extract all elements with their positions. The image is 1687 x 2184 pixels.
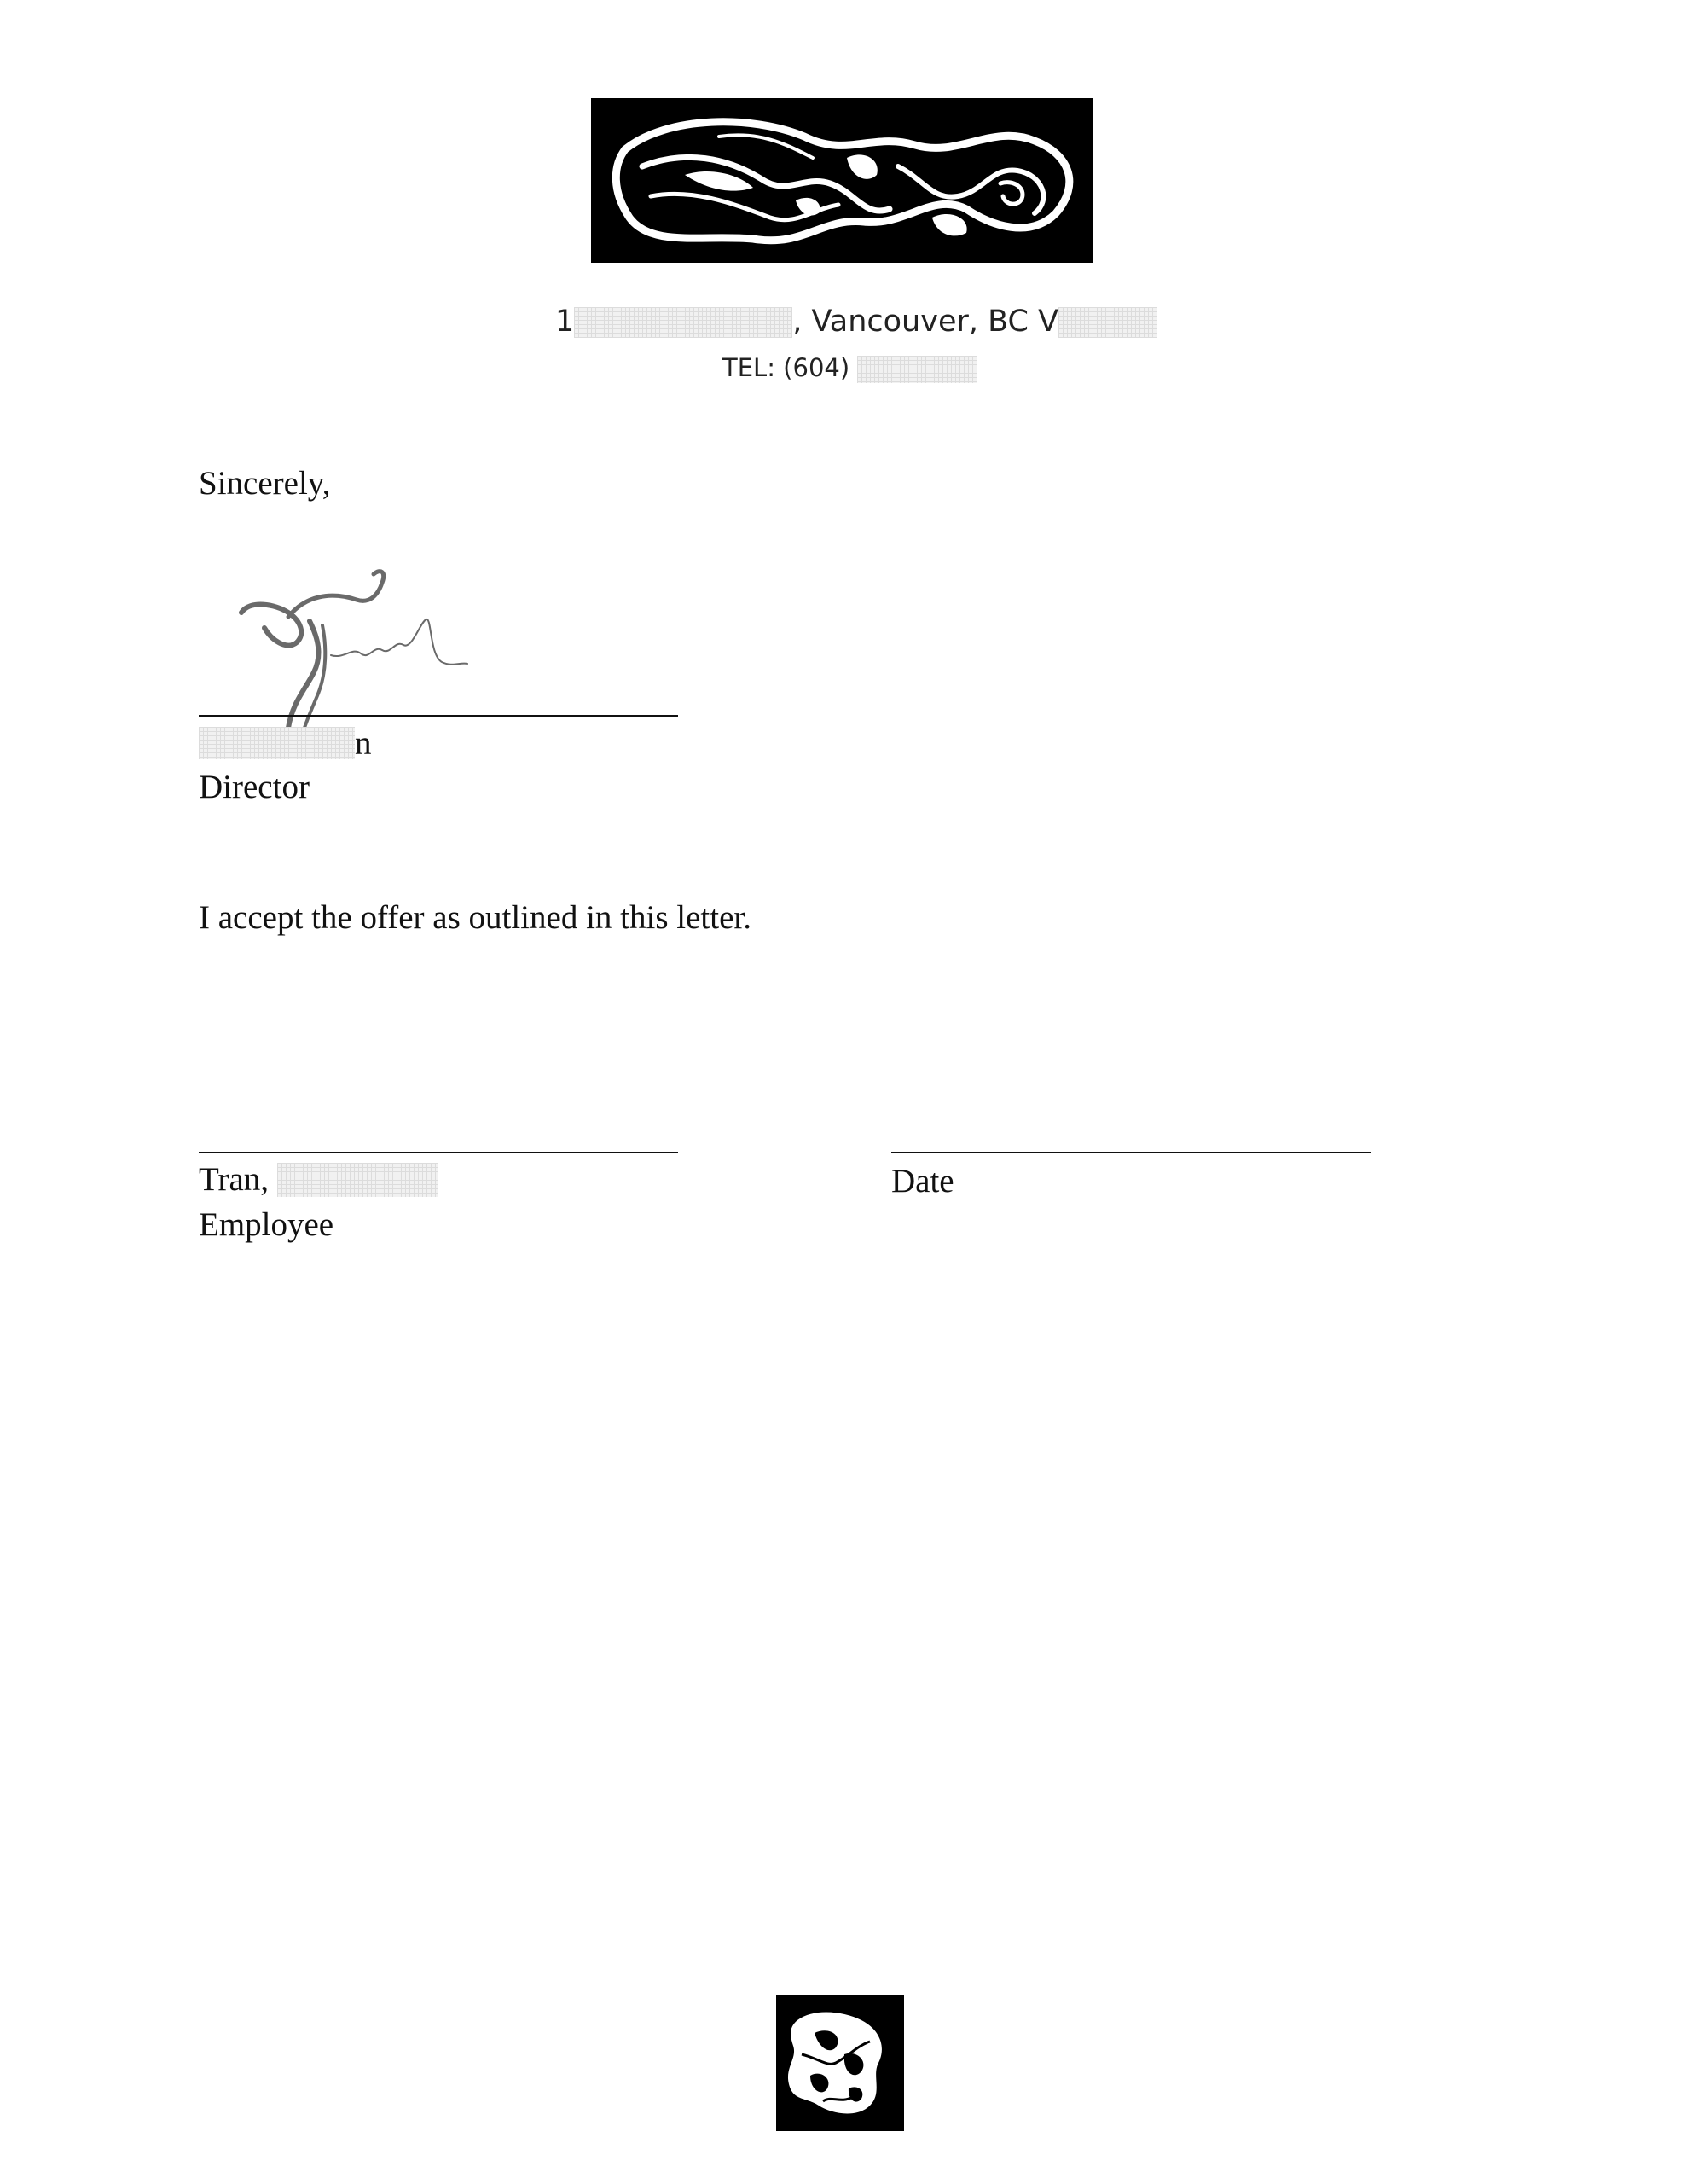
employee-signature-line: [199, 1152, 678, 1153]
redacted-postal-code: [1058, 307, 1157, 338]
signer-name-suffix: n: [355, 725, 372, 762]
marbled-logo-icon: [591, 98, 1093, 263]
letterhead-logo: [591, 98, 1093, 263]
letterhead-phone: [722, 353, 977, 382]
signature: [229, 561, 472, 732]
date-line: [891, 1152, 1371, 1153]
redacted-phone-number: [857, 356, 977, 383]
employee-name-prefix: Tran,: [199, 1161, 269, 1198]
acceptance-statement: I accept the offer as outlined in this letter.: [199, 899, 751, 936]
square-emblem-logo-icon: [776, 1995, 904, 2131]
employee-title: Employee: [199, 1206, 334, 1243]
date-label: Date: [891, 1163, 954, 1199]
director-signature-line: [199, 715, 678, 717]
footer-emblem: [776, 1995, 904, 2131]
redacted-street: [574, 307, 792, 338]
signer-name: [199, 727, 372, 761]
signer-title: Director: [199, 769, 310, 805]
phone-prefix: TEL: (604): [722, 353, 850, 382]
redacted-signer-name: [199, 727, 355, 759]
salutation: Sincerely,: [199, 465, 331, 502]
address-prefix: 1: [555, 305, 575, 339]
handwritten-signature-icon: [229, 561, 472, 732]
employee-name: [199, 1163, 438, 1199]
address-city: , Vancouver, BC V: [792, 305, 1059, 339]
redacted-employee-name: [277, 1163, 438, 1197]
letterhead-address: [555, 305, 1157, 339]
